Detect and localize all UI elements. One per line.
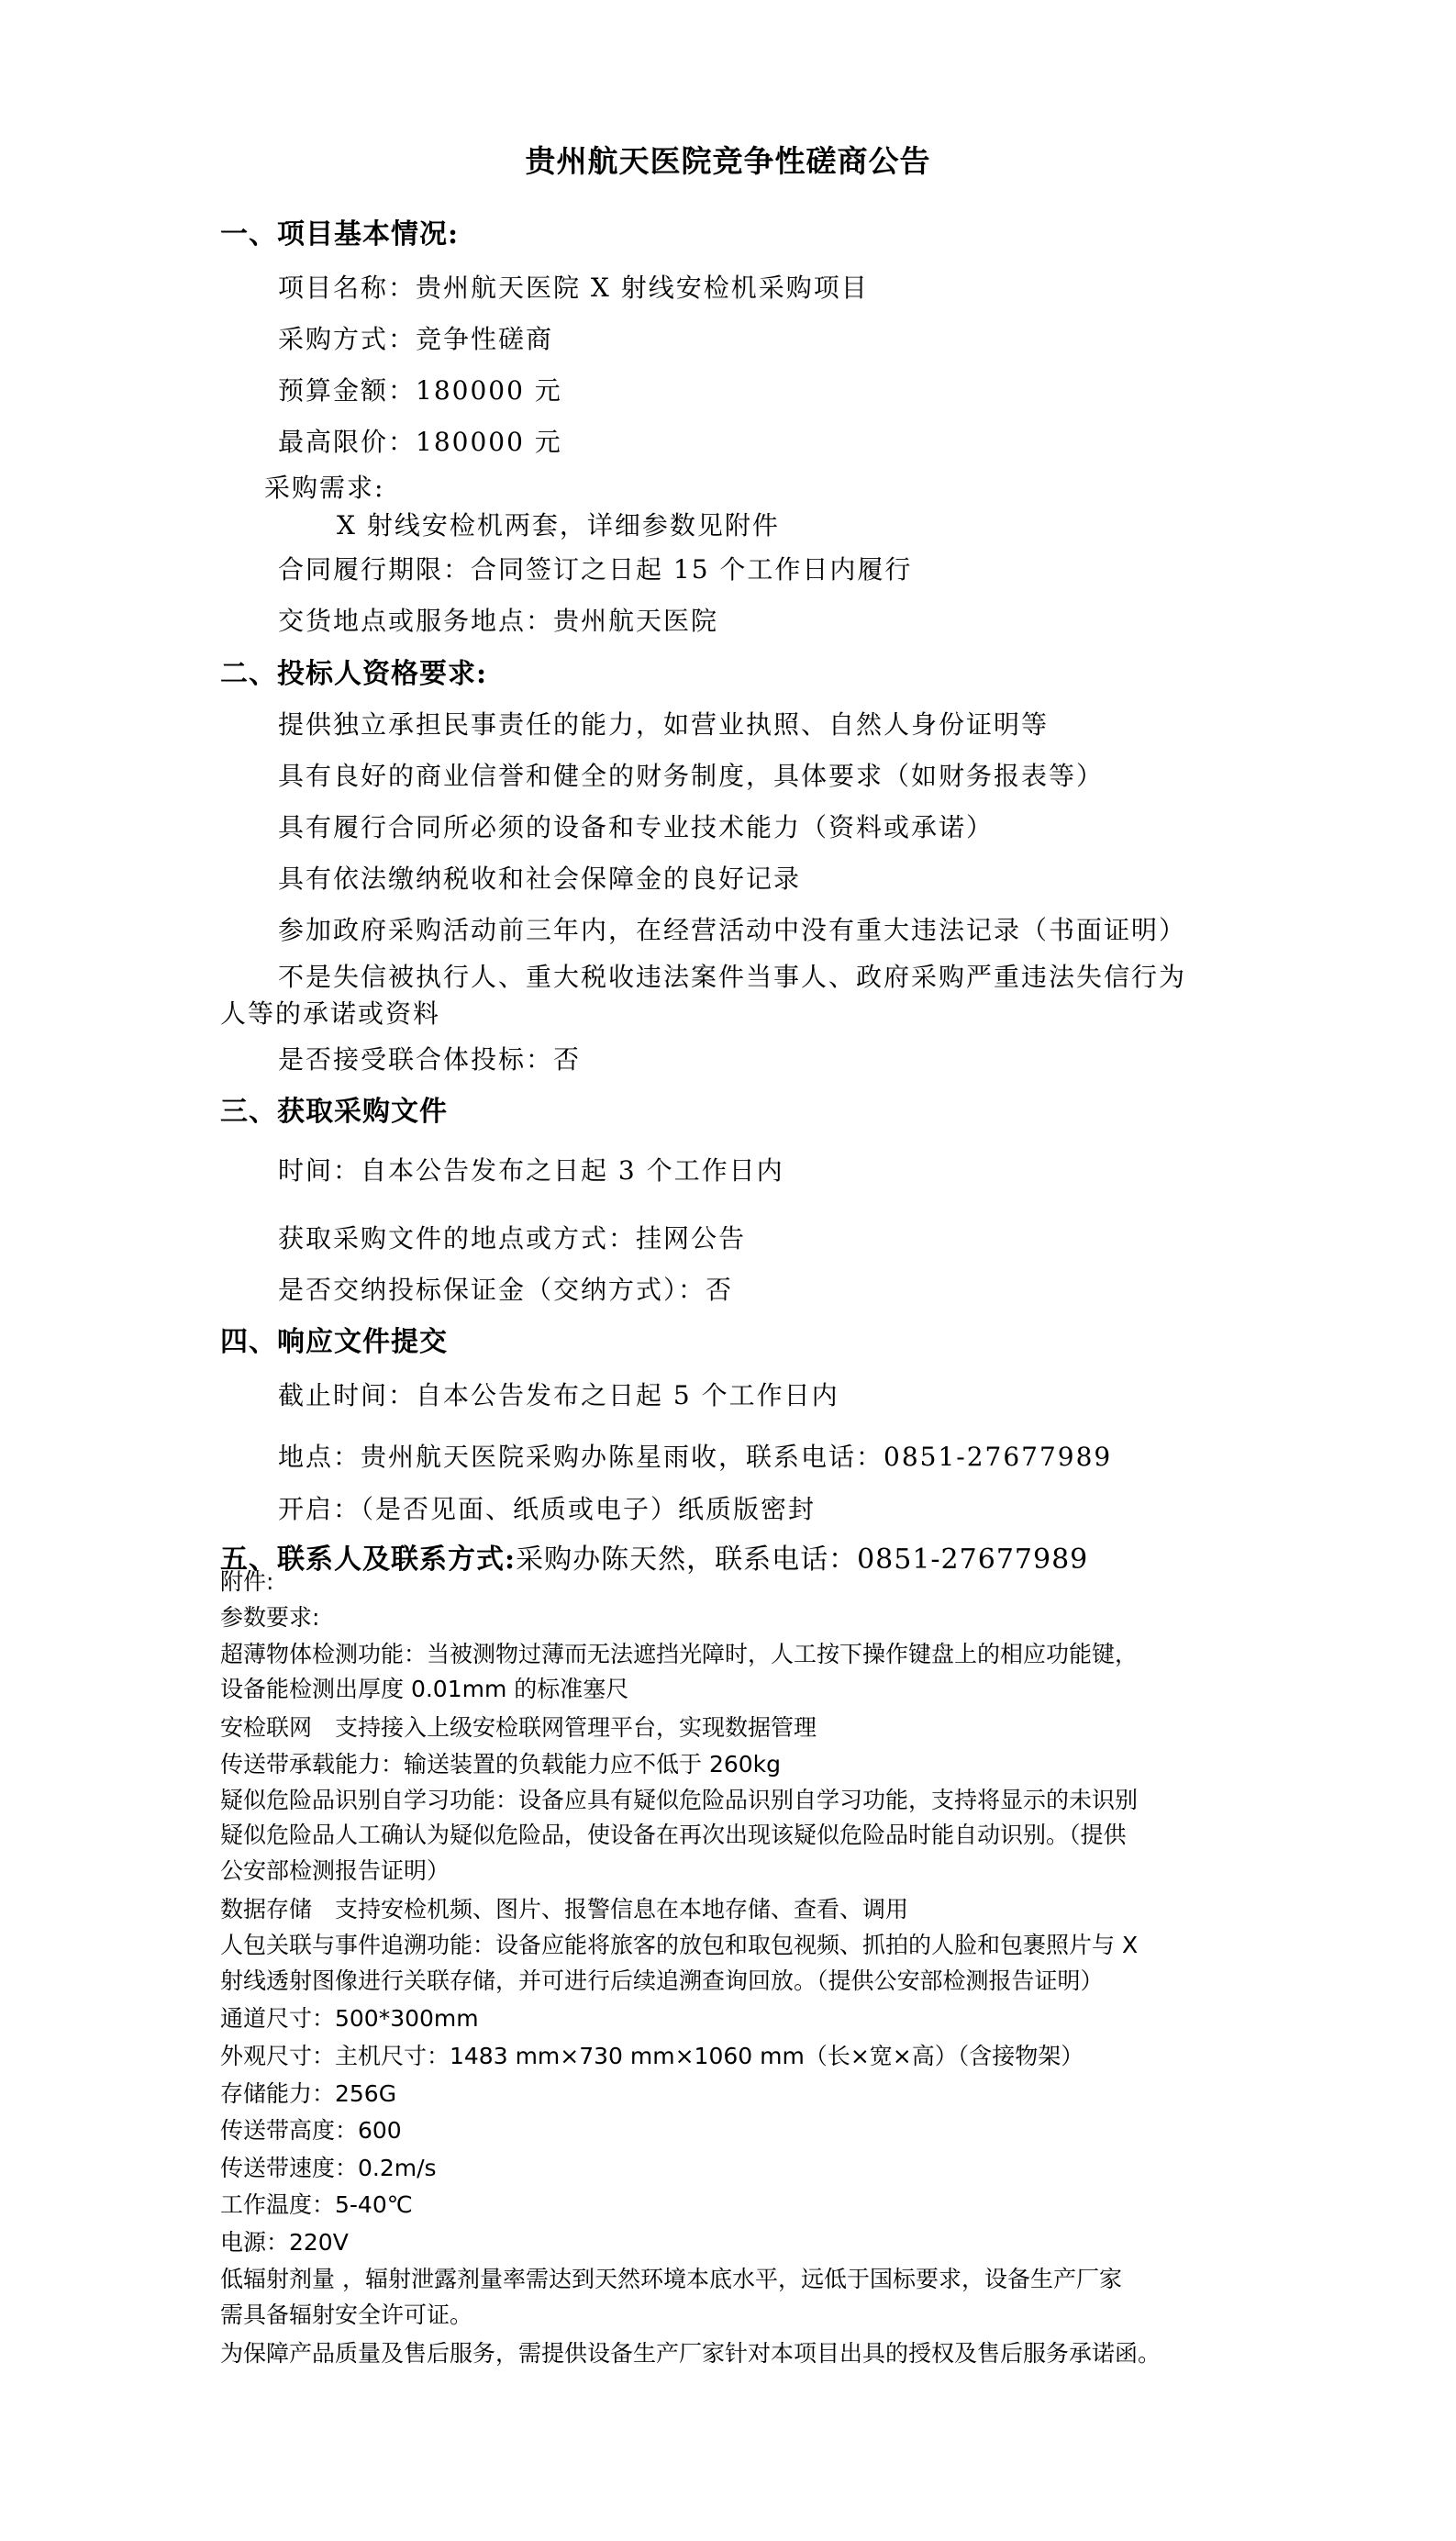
qualification-item-continued: 人等的承诺或资料 [220, 998, 441, 1029]
attachment-line: 疑似危险品识别自学习功能：设备应具有疑似危险品识别自学习功能，支持将显示的未识别 [220, 1787, 1139, 1813]
submission-address: 地点：贵州航天医院采购办陈星雨收，联系电话：0851-27677989 [278, 1442, 1113, 1472]
section-3-heading: 三、获取采购文件 [220, 1096, 448, 1128]
opening-method: 开启：（是否见面、纸质或电子）纸质版密封 [278, 1494, 817, 1524]
section-1-heading: 一、项目基本情况: [220, 218, 460, 251]
acquisition-method: 获取采购文件的地点或方式：挂网公告 [278, 1223, 747, 1254]
delivery-location: 交货地点或服务地点：贵州航天医院 [278, 606, 719, 636]
qualification-item: 具有履行合同所必须的设备和专业技术能力（资料或承诺） [278, 812, 995, 842]
attachment-line: 低辐射剂量 ，辐射泄露剂量率需达到天然环境本底水平，远低于国标要求，设备生产厂家 [220, 2266, 1122, 2292]
project-name: 项目名称：贵州航天医院 X 射线安检机采购项目 [278, 273, 869, 303]
bid-deposit: 是否交纳投标保证金（交纳方式）：否 [278, 1275, 734, 1305]
attachment-line: 设备能检测出厚度 0.01mm 的标准塞尺 [220, 1676, 629, 1702]
attachment-line: 传送带速度：0.2m/s [220, 2155, 437, 2181]
attachment-line: 超薄物体检测功能：当被测物过薄而无法遮挡光障时，人工按下操作键盘上的相应功能键， [220, 1641, 1139, 1667]
section-4-heading: 四、响应文件提交 [220, 1326, 448, 1358]
section-2-heading: 二、投标人资格要求: [220, 658, 488, 690]
attachment-line: 安检联网 支持接入上级安检联网管理平台，实现数据管理 [220, 1714, 817, 1741]
attachment-line: 通道尺寸：500*300mm [220, 2005, 479, 2032]
max-price: 最高限价：180000 元 [278, 427, 562, 457]
submission-deadline: 截止时间：自本公告发布之日起 5 个工作日内 [278, 1380, 839, 1410]
qualification-item: 具有良好的商业信誉和健全的财务制度，具体要求（如财务报表等） [278, 761, 1105, 791]
qualification-item: 参加政府采购活动前三年内，在经营活动中没有重大违法记录（书面证明） [278, 915, 1187, 945]
qualification-item: 是否接受联合体投标：否 [278, 1044, 582, 1075]
attachment-line: 疑似危险品人工确认为疑似危险品，使设备在再次出现该疑似危险品时能自动识别。（提供 [220, 1822, 1127, 1848]
qualification-item: 不是失信被执行人、重大税收违法案件当事人、政府采购严重违法失信行为 [278, 962, 1187, 992]
attachment-line: 人包关联与事件追溯功能：设备应能将旅客的放包和取包视频、抓拍的人脸和包裹照片与 X [220, 1932, 1139, 1958]
qualification-item: 提供独立承担民事责任的能力，如营业执照、自然人身份证明等 [278, 709, 1050, 740]
attachment-line: 传送带承载能力：输送装置的负载能力应不低于 260kg [220, 1751, 782, 1778]
contact-info: 采购办陈天然，联系电话：0851-27677989 [516, 1544, 1089, 1576]
qualification-item: 具有依法缴纳税收和社会保障金的良好记录 [278, 864, 802, 894]
attachment-line: 工作温度：5-40℃ [220, 2191, 413, 2218]
budget-amount: 预算金额：180000 元 [278, 375, 562, 406]
attachment-line: 需具备辐射安全许可证。 [220, 2301, 473, 2328]
section-5 [220, 1542, 1088, 1578]
attachment-line: 传送带高度：600 [220, 2117, 402, 2144]
section-5-heading: 五、联系人及联系方式: [220, 1544, 517, 1576]
attachment-line: 为保障产品质量及售后服务，需提供设备生产厂家针对本项目出具的授权及售后服务承诺函。 [220, 2340, 1161, 2367]
attachment-line: 附件: [220, 1568, 274, 1595]
attachment-line: 射线透射图像进行关联存储，并可进行后续追溯查询回放。（提供公安部检测报告证明） [220, 1967, 1104, 1994]
attachment-line: 电源：220V [220, 2229, 349, 2256]
attachment-line: 参数要求: [220, 1604, 320, 1631]
acquisition-time: 时间：自本公告发布之日起 3 个工作日内 [278, 1155, 784, 1186]
attachment-line: 外观尺寸：主机尺寸：1483 mm×730 mm×1060 mm（长×宽×高）（含接物架） [220, 2043, 1084, 2069]
requirement-label: 采购需求: [264, 473, 385, 503]
attachment-line: 存储能力：256G [220, 2080, 397, 2107]
procurement-method: 采购方式：竞争性磋商 [278, 324, 554, 354]
requirement-item: X 射线安检机两套，详细参数见附件 [337, 510, 780, 541]
contract-period: 合同履行期限：合同签订之日起 15 个工作日内履行 [278, 554, 913, 585]
attachment-line: 数据存储 支持安检机频、图片、报警信息在本地存储、查看、调用 [220, 1896, 909, 1922]
page-title: 贵州航天医院竞争性磋商公告 [525, 143, 931, 179]
attachment-line: 公安部检测报告证明） [220, 1857, 450, 1884]
